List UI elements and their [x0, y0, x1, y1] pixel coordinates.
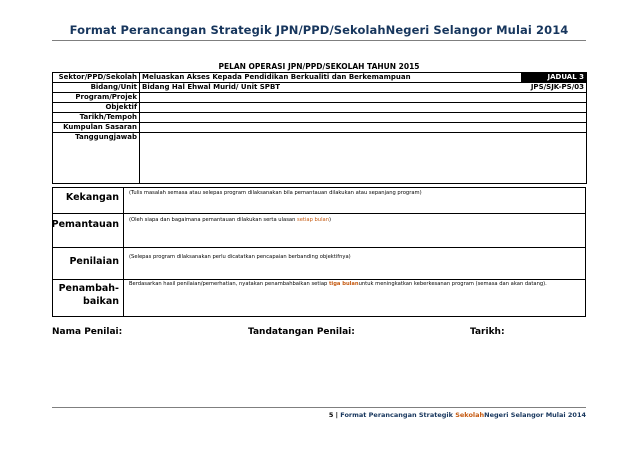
highlight-text: setiap bulan	[297, 217, 329, 223]
row-label-bidang: Bidang/Unit	[53, 83, 140, 93]
column-divider	[123, 187, 124, 316]
penambahbaikan-note: Berdasarkan hasil penilaian/pemerhatian, nyatakan penambahbaikan setiap tiga bulanuntuk meningkatkan keberkesanan program (semasa dan akan datang).	[129, 281, 547, 287]
row-label-program: Program/Projek	[53, 93, 140, 103]
kekangan-label: Kekangan	[65, 192, 119, 203]
row-label-sektor: Sektor/PPD/Sekolah	[53, 73, 140, 83]
row-value-bidang: Bidang Hal Ehwal Murid/ Unit SPBT	[140, 83, 522, 93]
row-value-objektif	[140, 103, 587, 113]
footer-divider	[52, 407, 586, 408]
header-divider	[52, 40, 586, 41]
row-value-sektor: Meluaskan Akses Kepada Pendidikan Berkualiti dan Berkemampuan	[140, 73, 522, 83]
table-row	[53, 73, 587, 83]
page-footer: 5 | Format Perancangan Strategik SekolahNegeri Selangor Mulai 2014	[328, 411, 586, 419]
kekangan-note: (Tulis masalah semasa atau selepas program dilaksanakan bila pemantauan dilakukan atau sepanjang program)	[129, 190, 422, 196]
penilaian-label: Penilaian	[69, 256, 119, 267]
row-divider	[53, 213, 585, 214]
table-row	[53, 123, 587, 133]
penilaian-note: (Selepas program dilaksanakan perlu dicatatkan pencapaian berbanding objektifnya)	[129, 254, 351, 260]
table-row	[53, 133, 587, 184]
table-row	[53, 93, 587, 103]
pemantauan-note: (Oleh siapa dan bagaimana pemantauan dilakukan serta ulasan setiap bulan)	[129, 217, 332, 223]
nama-penilai-label: Nama Penilai:	[52, 327, 123, 337]
row-value-tarikh	[140, 113, 587, 123]
row-label-kumpulan: Kumpulan Sasaran	[53, 123, 140, 133]
row-value-tanggungjawab	[140, 133, 587, 184]
row-value-program	[140, 93, 587, 103]
tandatangan-penilai-label: Tandatangan Penilai:	[248, 327, 355, 337]
plan-table	[52, 72, 587, 184]
row-value-kumpulan	[140, 123, 587, 133]
table-row	[53, 83, 587, 93]
table-row	[53, 103, 587, 113]
pemantauan-label: Pemantauan	[51, 219, 119, 230]
document-title: PELAN OPERASI JPN/PPD/SEKOLAH TAHUN 2015	[218, 62, 420, 71]
page-header-title: Format Perancangan Strategik JPN/PPD/SekolahNegeri Selangor Mulai 2014	[69, 23, 569, 37]
reference-code: JPS/SJK-PS/03	[522, 83, 587, 93]
page-number: 5	[328, 411, 334, 419]
row-divider	[53, 247, 585, 248]
row-divider	[53, 279, 585, 280]
evaluation-section	[52, 187, 586, 317]
row-divider	[53, 187, 585, 188]
highlight-text: tiga bulan	[328, 281, 359, 287]
penambahbaikan-label: Penambah- baikan	[58, 283, 119, 307]
table-row	[53, 113, 587, 123]
row-label-tarikh: Tarikh/Tempoh	[53, 113, 140, 123]
tarikh-label: Tarikh:	[470, 327, 505, 337]
jadual-badge: JADUAL 3	[522, 73, 587, 83]
row-label-objektif: Objektif	[53, 103, 140, 113]
row-label-tanggungjawab: Tanggungjawab	[53, 133, 140, 184]
